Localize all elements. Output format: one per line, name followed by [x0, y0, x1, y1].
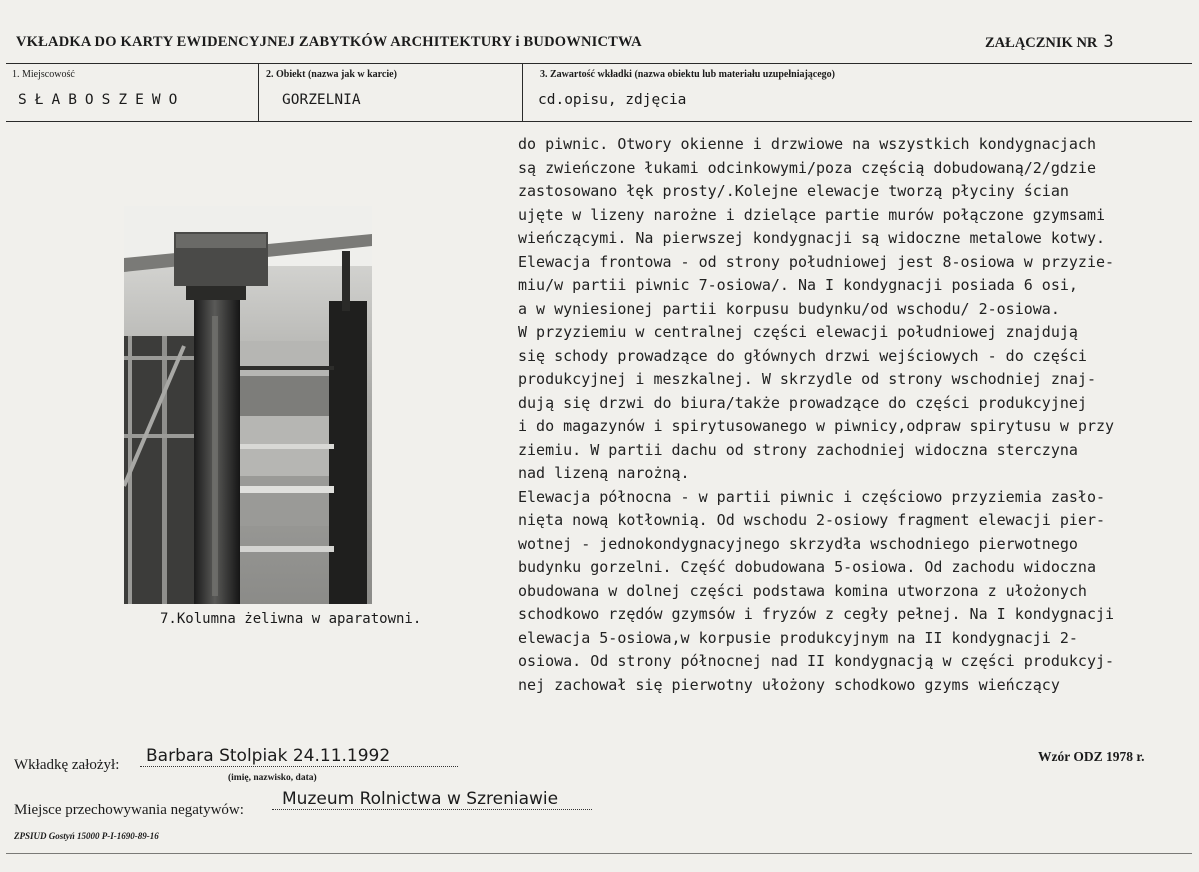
field-divider-1	[258, 63, 259, 121]
storage-value: Muzeum Rolnictwa w Szreniawie	[272, 789, 592, 810]
text-line: budynku gorzelni. Część dobudowana 5-osiowa. Od zachodu widoczna	[518, 558, 1096, 576]
object-caption: 2. Obiekt (nazwa jak w karcie)	[266, 69, 397, 80]
form-reference: Wzór ODZ 1978 r.	[1038, 749, 1145, 764]
text-line: Elewacja frontowa - od strony południowej jest 8-osiowa w przyzie-	[518, 252, 1115, 271]
bottom-rule	[6, 853, 1192, 854]
text-line: schodkowo rzędów gzymsów i fryzów z cegły pełnej. Na I kondygnacji	[518, 605, 1115, 623]
content-value: cd.opisu, zdjęcia	[538, 92, 687, 108]
text-line: są zwieńczone łukami odcinkowymi/poza częścią dobudowaną/2/gdzie	[518, 158, 1096, 177]
text-line: W przyziemiu w centralnej części elewacji południowej znajdują	[518, 323, 1078, 341]
object-value: GORZELNIA	[282, 92, 361, 108]
column-photo	[124, 206, 372, 604]
text-line: się schody prowadzące do głównych drzwi wejściowych - do części	[518, 346, 1087, 365]
text-line: Elewacja północna - w partii piwnic i częściowo przyziemia zasło-	[518, 487, 1105, 506]
attachment-number-label	[985, 32, 1114, 52]
attachment-label-text: ZAŁĄCZNIK NR	[985, 35, 1098, 51]
text-line: obudowana w dolnej części podstawa komina utworzona z ułożonych	[518, 581, 1087, 600]
content-caption: 3. Zawartość wkładki (nazwa obiektu lub materiału uzupełniającego)	[540, 69, 836, 80]
header-top-rule	[6, 63, 1192, 64]
text-line: nad lizeną narożną.	[518, 464, 690, 482]
field-divider-2	[522, 63, 523, 121]
photo-caption: 7.Kolumna żeliwna w aparatowni.	[160, 611, 422, 627]
printer-info: ZPSIUD Gostyń 15000 P-I-1690-89-16	[14, 831, 159, 841]
text-line: a w wyniesionej partii korpusu budynku/od wschodu/ 2-osiowa.	[518, 299, 1060, 318]
attachment-number-value: 3	[1103, 32, 1114, 52]
text-line: wieńczącymi. Na pierwszej kondygnacji są widoczne metalowe kotwy.	[518, 229, 1105, 247]
text-line: do piwnic. Otwory okienne i drzwiowe na wszystkich kondygnacjach	[518, 135, 1096, 153]
text-line: ujęte w lizeny narożne i dzielące partie murów połączone gzymsami	[518, 205, 1105, 224]
text-line: dują się drzwi do biura/także prowadzące do części produkcyjnej	[518, 393, 1087, 412]
locality-value: SŁABOSZEWO	[18, 92, 186, 108]
author-value: Barbara Stolpiak 24.11.1992	[140, 746, 458, 767]
text-line: ziemiu. W partii dachu od strony zachodniej widoczna sterczyna	[518, 440, 1078, 459]
text-line: wotnej - jednokondygnacyjnego skrzydła wschodniego pierwotnego	[518, 534, 1078, 553]
text-line: zastosowano łęk prosty/.Kolejne elewacje tworzą płyciny ścian	[518, 182, 1069, 200]
header-bottom-rule	[6, 121, 1192, 122]
storage-label: Miejsce przechowywania negatywów:	[14, 802, 244, 818]
text-line: i do magazynów i spirytusowanego w piwnicy,odpraw spirytusu w przy	[518, 417, 1115, 435]
text-line: nej zachował się pierwotny ułożony schodkowo gzyms wieńczący	[518, 675, 1060, 694]
text-line: nięta nową kotłownią. Od wschodu 2-osiowy fragment elewacji pier-	[518, 511, 1105, 529]
description-text	[518, 133, 1188, 697]
column-photo-image	[124, 206, 372, 604]
locality-caption: 1. Miejscowość	[12, 69, 75, 80]
text-line: osiowa. Od strony północnej nad II kondygnacją w części produkcyj-	[518, 652, 1115, 670]
author-hint: (imię, nazwisko, data)	[228, 773, 317, 783]
text-line: produkcyjnej i meszkalnej. W skrzydle od strony wschodniej znaj-	[518, 370, 1096, 388]
text-line: miu/w partii piwnic 7-osiowa/. Na I kondygnacji posiada 6 osi,	[518, 276, 1078, 294]
form-title: VKŁADKA DO KARTY EWIDENCYJNEJ ZABYTKÓW ARCHITEKTURY i BUDOWNICTWA	[16, 34, 642, 50]
author-label: Wkładkę założył:	[14, 757, 120, 773]
text-line: elewacja 5-osiowa,w korpusie produkcyjnym na II kondygnacji 2-	[518, 628, 1078, 647]
